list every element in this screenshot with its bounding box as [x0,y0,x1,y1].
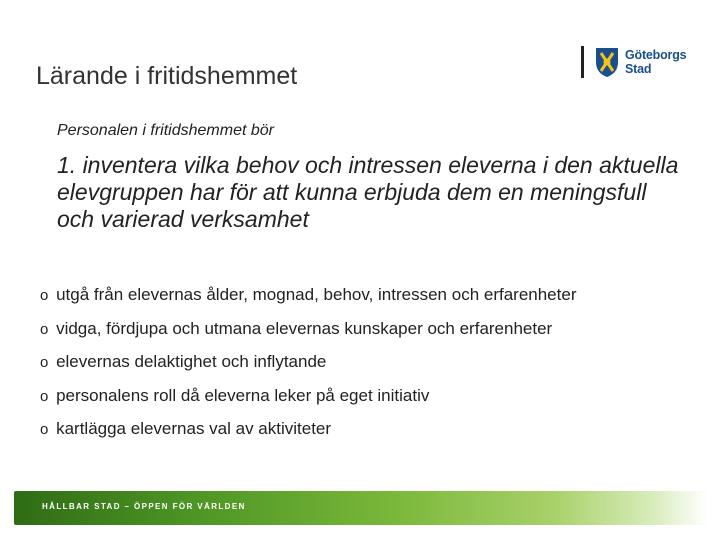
list-item-text: utgå från elevernas ålder, mognad, behov, intressen och erfarenheter [56,285,577,304]
list-item-text: personalens roll då eleverna leker på eget initiativ [56,385,430,405]
slide-subtitle: Personalen i fritidshemmet bör [57,122,274,139]
slide-title: Lärande i fritidshemmet [36,62,298,90]
footer-slogan: HÅLLBAR STAD – ÖPPEN FÖR VÄRLDEN [42,502,246,511]
list-item [40,285,576,319]
list-item-text: elevernas delaktighet och inflytande [56,352,327,371]
list-item [40,319,576,353]
bullet-marker: o [40,421,49,438]
list-item [40,386,576,420]
logo-divider [581,46,584,78]
list-item [40,352,576,386]
list-item-text: kartlägga elevernas val av aktiviteter [56,419,332,438]
bullet-list [40,285,576,453]
logo-line-2: Stad [625,62,652,76]
bullet-marker: o [40,320,49,338]
lead-paragraph: 1. inventera vilka behov och intressen eleverna i den aktuella elevgruppen har för att kunna erbjuda dem en meningsfull och varierad verksamhet [57,152,679,232]
bullet-marker: o [40,354,49,371]
footer-band [14,491,708,525]
bullet-marker: o [40,387,49,405]
goteborg-logo [581,44,691,80]
list-item-text: vidga, fördjupa och utmana elevernas kunskaper och erfarenheter [56,318,553,338]
list-item [40,419,576,453]
logo-line-1: Göteborgs [625,48,687,62]
goteborg-crest-icon [593,46,621,78]
bullet-marker: o [40,287,49,304]
